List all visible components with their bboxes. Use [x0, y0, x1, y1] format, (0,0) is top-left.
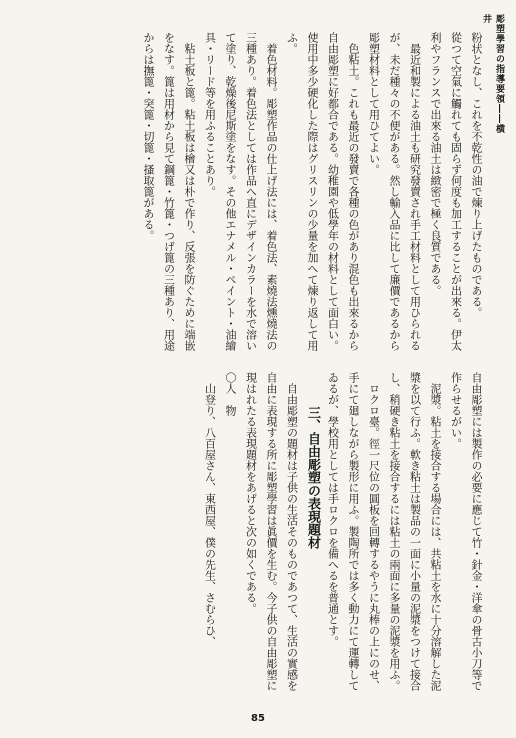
running-head: 彫塑學習の指導要領――横井: [481, 14, 504, 134]
list-heading-people: 〇人 物: [224, 372, 237, 416]
paragraph-continuation: 粉状となし、これを不乾性の油で煉り上げたものである。: [470, 32, 483, 318]
paragraph-slip: 泥漿。粘土を接合する場合には、共粘土を水に十分溶解した泥漿を以て行ふ。軟き粘土は製品の一面に小量の泥漿をつけて接合し、稍硬き粘土を接合するには粘土の兩面に多量の泥漿を用ふ。: [388, 372, 442, 691]
list-line-people: 山登り、八百屋さん、東西屋、僕の先生、さむらひ、: [203, 383, 217, 647]
upper-text-block: [16, 32, 486, 352]
paragraph-subject-matter: 自由彫塑の題材は子供の生活そのものであつて、生活の實感を自由に表現する所に彫塑學習は眞價を生む。今子供の自由彫塑に現はれたる表現題材をあげると次の如くである。: [244, 372, 299, 691]
paragraph-potters-wheel: ロクロ臺。徑一尺位の圓板を回轉するやうに丸棒の上にのせ、手にて廻しながら製形に用ふ。製陶所では多く動力にて運轉してゐるが、學校用としては手ロクロを備へるを普通とす。: [326, 372, 381, 691]
paragraph-oil-clay-quality: 從つて空氣に觸れても固らず何度も加工することが出來る。伊太利やフランスで出來る油土は緻密で極く良質である。: [429, 32, 463, 351]
lower-text-block: [16, 372, 486, 694]
paragraph-clay-board-spatula: 粘土板と篦。粘土板は檜又は朴で作り、反張を防ぐために端嵌をなす。篦は用材から見て鋼篦・竹篦・つげ篦の三種あり、用途からは撫篦・突篦・切篦・搔取篦がある。: [142, 32, 196, 351]
page-number: 85: [251, 713, 265, 724]
paragraph-colored-clay: 色粘土。これも最近の發賣で各種の色があり混色も出來るから自由彫塑に好都合である。幼稚園や低學年の材料として面白い。使用中多少硬化した際はグリスリンの少量を加へて煉り返して用ふ。: [285, 32, 360, 351]
section-heading: 三、自由彫塑の表現題材: [305, 405, 320, 549]
paragraph-tools: 自由彫塑には製作の必要に應じて竹・針金・洋傘の骨古小刀等で作らせるがい。: [449, 372, 483, 691]
paragraph-coloring-materials: 着色材料。彫塑作品の仕上げ法には、着色法、素燒法燻燒法の三種あり。着色法としては作品へ直にデザインカラーを水で溶いて塗り、乾燥後尼斯塗をなす。その他エナメル・ペイント・油繪具・リード等を用ふることあり。: [203, 32, 278, 351]
paragraph-domestic-oil-clay: 最近和製による油土も研究發賣され手工材料として用ひられるが、未だ種々の不便がある。然し輸入品に比して廉價であるから彫塑材料として用ひてよい。: [367, 32, 422, 351]
